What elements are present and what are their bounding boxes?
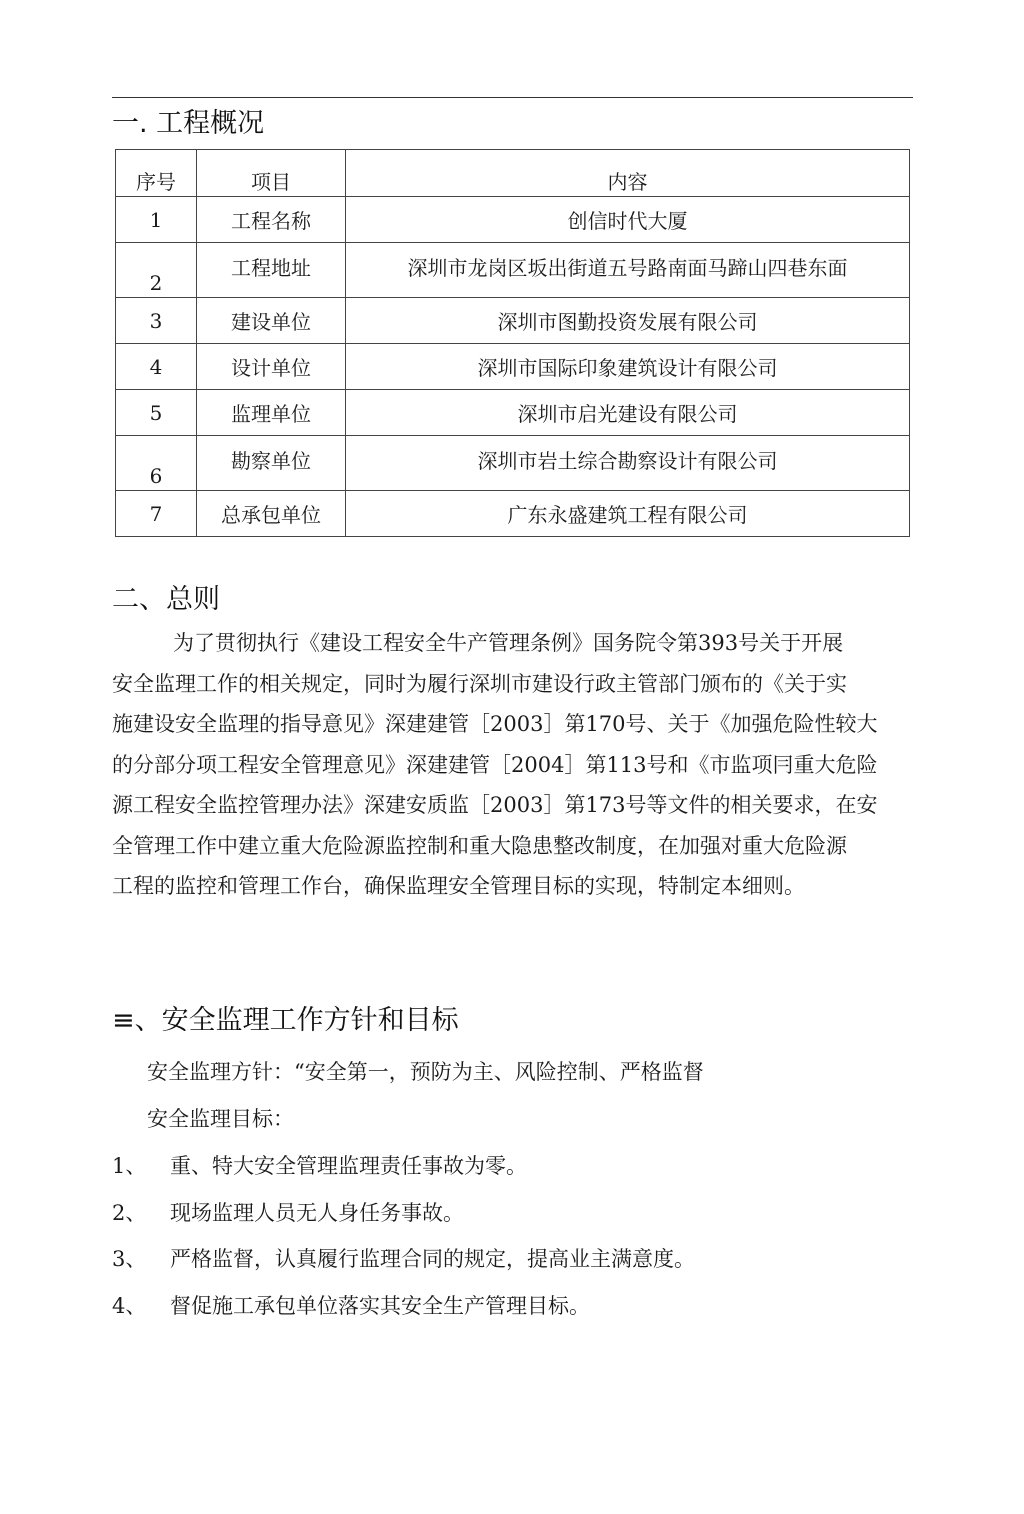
header-item: 项目 <box>197 150 346 197</box>
section-2-title: 二、总则 <box>112 584 220 615</box>
row-no: 1 <box>116 197 197 243</box>
list-item <box>112 1290 590 1320</box>
table-row <box>116 436 910 491</box>
row-no: 3 <box>116 298 197 344</box>
row-no: 7 <box>116 491 197 537</box>
paragraph-line: 的分部分项工程安全管理意见》深建建管［2004］第113号和《市监项冃重大危险 <box>112 752 878 777</box>
row-no: 2 <box>116 243 197 298</box>
row-content: 深圳市龙岗区坂出街道五号路南面马蹄山四巷东面 <box>346 243 910 298</box>
table-row <box>116 491 910 537</box>
list-item <box>112 1243 695 1273</box>
paragraph-line: 全管理工作中建立重大危险源监控制和重大隐患整改制度，在加强对重大危险源 <box>112 833 847 858</box>
project-overview-table <box>115 149 910 537</box>
list-number: 2、 <box>112 1201 147 1225</box>
safety-goals-label: 安全监理目标： <box>147 1107 294 1131</box>
safety-policy: 安全监理方针：“安全第一，预防为主、风险控制、严格监督 <box>147 1060 704 1084</box>
row-content: 深圳市岩土综合勘察设计有限公司 <box>346 436 910 491</box>
row-item: 工程名称 <box>197 197 346 243</box>
row-item: 总承包单位 <box>197 491 346 537</box>
table-row <box>116 197 910 243</box>
list-item <box>112 1150 527 1180</box>
list-item <box>112 1197 464 1227</box>
section-3-title: ≡、安全监理工作方针和目标 <box>112 1005 459 1036</box>
row-item: 勘察单位 <box>197 436 346 491</box>
section-1-title: 一. 工程概况 <box>112 108 265 139</box>
paragraph-line: 工程的监控和管理工作台，确保监理安全管理目标的实现，特制定本细则。 <box>112 874 805 898</box>
general-provisions-paragraph <box>112 623 912 907</box>
row-content: 创信时代大厦 <box>346 197 910 243</box>
table-row <box>116 243 910 298</box>
row-no: 6 <box>116 436 197 491</box>
table-row <box>116 390 910 436</box>
paragraph-line: 为了贯彻执行《建设工程安全牛产管理条例》国务院令第393号关于开展 <box>173 631 844 655</box>
header-rule <box>112 97 913 98</box>
list-text: 现场监理人员无人身任务事故。 <box>170 1201 464 1225</box>
row-item: 监理单位 <box>197 390 346 436</box>
row-content: 深圳市国际印象建筑设计有限公司 <box>346 344 910 390</box>
row-no: 5 <box>116 390 197 436</box>
row-item: 工程地址 <box>197 243 346 298</box>
table-header-row <box>116 150 910 197</box>
list-number: 4、 <box>112 1294 147 1318</box>
paragraph-line: 施建设安全监理的指导意见》深建建管［2003］第170号、关于《加强危险性较大 <box>112 712 878 736</box>
header-no: 序号 <box>116 150 197 197</box>
header-content: 内容 <box>346 150 910 197</box>
paragraph-line: 安全监理工作的相关规定，同时为履行深圳市建设行政主管部门颁布的《关于实 <box>112 671 847 696</box>
list-text: 督促施工承包单位落实其安全生产管理目标。 <box>170 1294 590 1318</box>
list-number: 1、 <box>112 1154 147 1178</box>
table-row <box>116 344 910 390</box>
list-text: 重、特大安全管理监理责任事故为零。 <box>170 1154 527 1178</box>
list-text: 严格监督，认真履行监理合同的规定，提高业主满意度。 <box>170 1247 695 1271</box>
table-row <box>116 298 910 344</box>
row-item: 设计单位 <box>197 344 346 390</box>
list-number: 3、 <box>112 1247 147 1271</box>
row-content: 广东永盛建筑工程有限公司 <box>346 491 910 537</box>
row-content: 深圳市启光建设有限公司 <box>346 390 910 436</box>
row-content: 深圳市图勤投资发展有限公司 <box>346 298 910 344</box>
row-item: 建设单位 <box>197 298 346 344</box>
row-no: 4 <box>116 344 197 390</box>
paragraph-line: 源工程安全监控管理办法》深建安质监［2003］第173号等文件的相关要求，在安 <box>112 793 878 817</box>
